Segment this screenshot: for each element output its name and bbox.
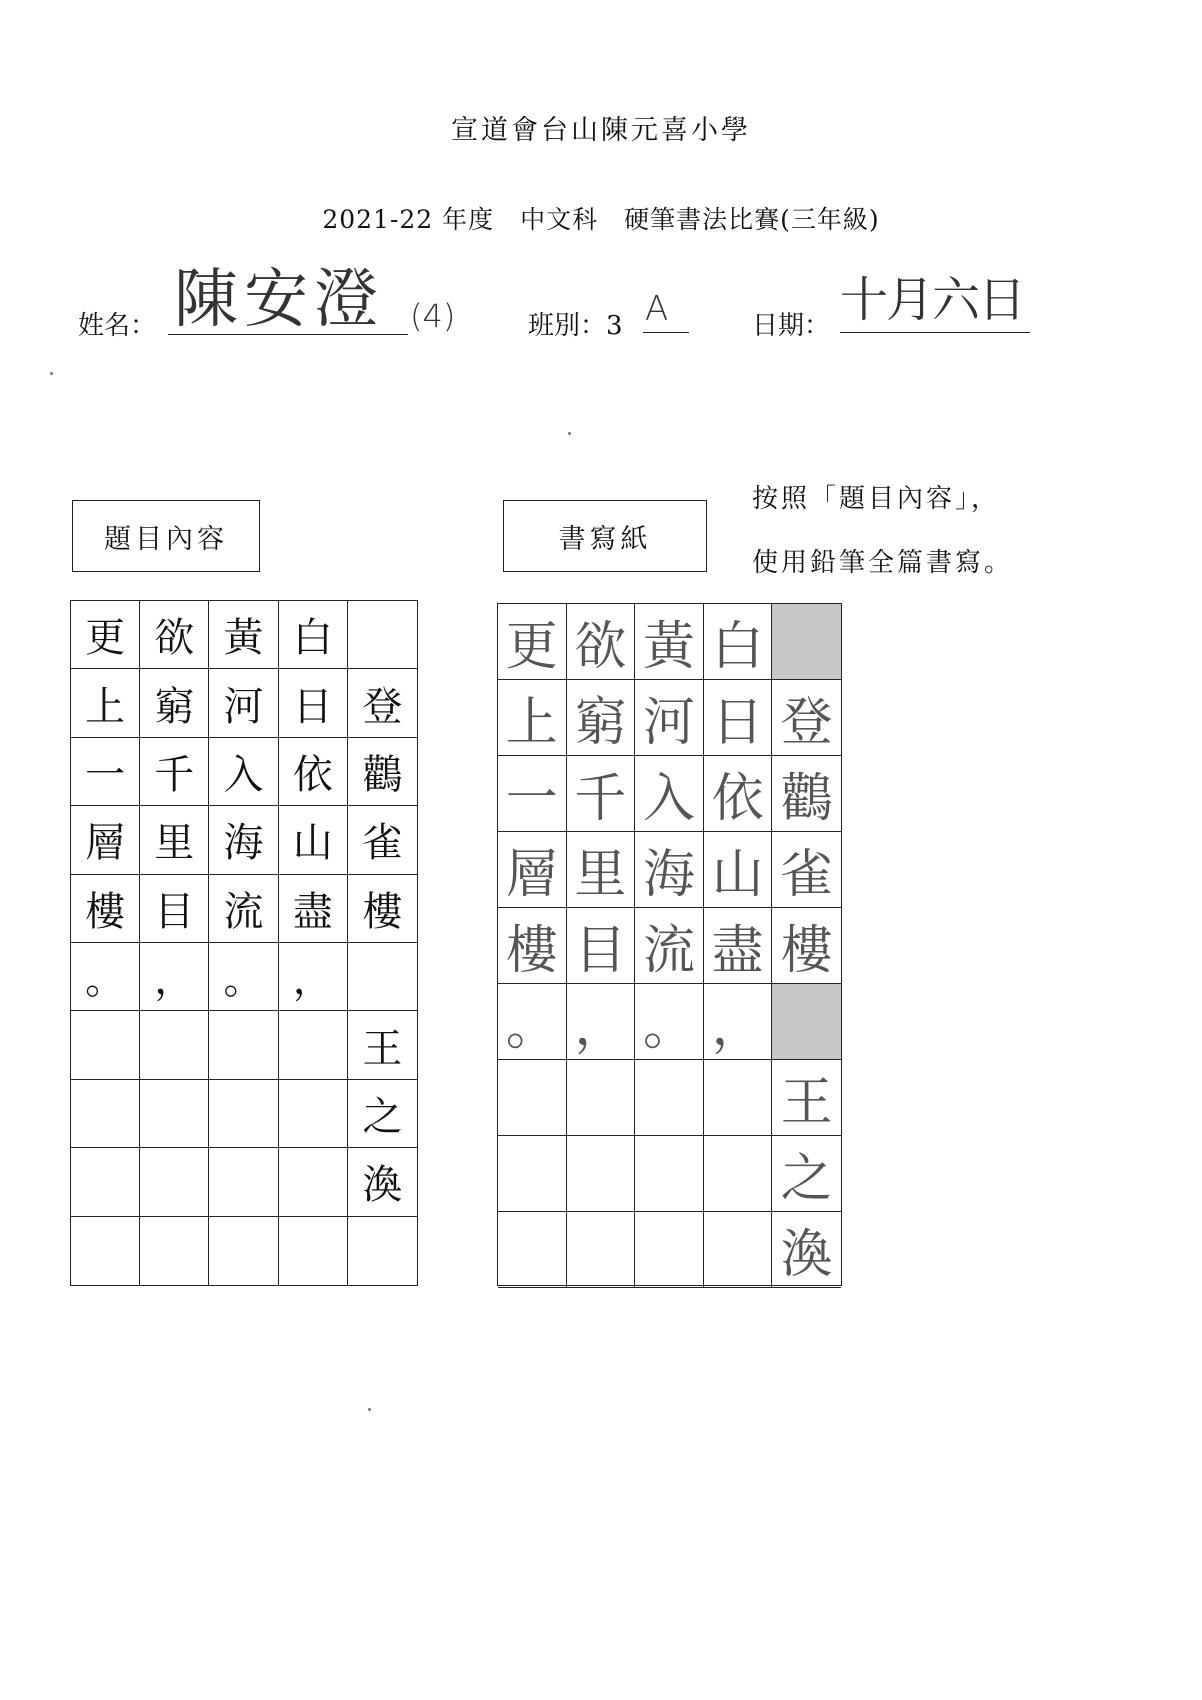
writing-grid-cell[interactable]: 里 — [567, 832, 636, 908]
writing-grid-cell[interactable]: 。 — [498, 984, 567, 1060]
writing-grid-cell[interactable]: 目 — [567, 908, 636, 984]
writing-grid — [497, 603, 842, 1286]
reference-grid-cell: 。 — [71, 943, 140, 1011]
reference-grid-cell: 欲 — [140, 601, 209, 669]
class-label: 班別：3 — [528, 311, 623, 341]
writing-grid-cell[interactable]: 依 — [704, 756, 773, 832]
writing-grid-cell[interactable] — [704, 1060, 773, 1136]
reference-grid-cell: 。 — [209, 943, 278, 1011]
writing-grid-cell[interactable] — [498, 1212, 567, 1288]
reference-grid-cell — [71, 1011, 140, 1079]
reference-grid-cell — [209, 1148, 278, 1216]
writing-grid-cell[interactable] — [567, 1060, 636, 1136]
reference-grid-cell: 依 — [279, 738, 348, 806]
competition-title: 2021-22 年度 中文科 硬筆書法比賽(三年級) — [322, 205, 880, 234]
reference-grid-cell — [140, 1148, 209, 1216]
reference-grid-cell: 雀 — [348, 806, 417, 874]
reference-grid-cell — [71, 1217, 140, 1285]
reference-label: 題目內容 — [72, 500, 260, 572]
reference-grid-cell: 一 — [71, 738, 140, 806]
writing-grid-cell[interactable]: ， — [567, 984, 636, 1060]
writing-grid-cell[interactable]: 層 — [498, 832, 567, 908]
reference-grid-cell — [279, 1011, 348, 1079]
writing-grid-cell[interactable]: 登 — [772, 680, 841, 756]
name-label: 姓名： — [78, 311, 157, 341]
writing-grid-cell[interactable] — [772, 604, 841, 680]
reference-grid-cell — [279, 1148, 348, 1216]
reference-grid-cell — [71, 1080, 140, 1148]
instruction-line-1: 按照「題目內容」， — [752, 484, 1001, 514]
reference-grid-cell: 王 — [348, 1011, 417, 1079]
writing-grid-cell[interactable]: 渙 — [772, 1212, 841, 1288]
writing-grid-cell[interactable]: 白 — [704, 604, 773, 680]
reference-grid-cell: 之 — [348, 1080, 417, 1148]
instruction-line-2: 使用鉛筆全篇書寫。 — [752, 548, 1014, 578]
reference-grid-cell: 河 — [209, 669, 278, 737]
name-field[interactable] — [168, 263, 408, 337]
class-value: A — [645, 289, 669, 329]
reference-grid-cell: 盡 — [279, 875, 348, 943]
writing-grid-cell[interactable]: 更 — [498, 604, 567, 680]
reference-grid-cell: 海 — [209, 806, 278, 874]
writing-grid-cell[interactable]: 日 — [704, 680, 773, 756]
writing-grid-cell[interactable]: 山 — [704, 832, 773, 908]
writing-grid-cell[interactable]: 上 — [498, 680, 567, 756]
school-name: 宣道會台山陳元喜小學 — [451, 115, 751, 146]
reference-grid-cell: 登 — [348, 669, 417, 737]
reference-grid-cell — [209, 1011, 278, 1079]
writing-grid-cell[interactable] — [567, 1212, 636, 1288]
name-value: 陳安澄 — [174, 263, 384, 337]
reference-grid-cell: 白 — [279, 601, 348, 669]
reference-grid-cell: 樓 — [71, 875, 140, 943]
reference-grid-cell: ， — [140, 943, 209, 1011]
writing-grid-cell[interactable]: 之 — [772, 1136, 841, 1212]
reference-grid-cell: 窮 — [140, 669, 209, 737]
reference-grid-cell: 目 — [140, 875, 209, 943]
writing-grid-cell[interactable]: 黃 — [635, 604, 704, 680]
reference-grid-cell — [140, 1080, 209, 1148]
writing-grid-cell[interactable]: 盡 — [704, 908, 773, 984]
writing-grid-cell[interactable] — [498, 1136, 567, 1212]
reference-grid-cell — [348, 601, 417, 669]
reference-grid-cell: 入 — [209, 738, 278, 806]
reference-grid-cell: 黃 — [209, 601, 278, 669]
date-field[interactable] — [840, 268, 1030, 333]
date-value: 十月六日 — [840, 272, 1025, 328]
writing-grid-cell[interactable]: 鸛 — [772, 756, 841, 832]
reference-grid-cell: 上 — [71, 669, 140, 737]
writing-grid-cell[interactable]: 一 — [498, 756, 567, 832]
class-number: (4) — [410, 297, 456, 335]
reference-grid-cell — [348, 1217, 417, 1285]
writing-grid-cell[interactable]: 流 — [635, 908, 704, 984]
reference-grid-cell: 渙 — [348, 1148, 417, 1216]
reference-grid-cell — [279, 1080, 348, 1148]
writing-grid-cell[interactable] — [498, 1060, 567, 1136]
writing-grid-cell[interactable] — [704, 1212, 773, 1288]
reference-grid-cell: ， — [279, 943, 348, 1011]
reference-grid-cell: 更 — [71, 601, 140, 669]
writing-grid-cell[interactable] — [772, 984, 841, 1060]
reference-grid-cell — [209, 1217, 278, 1285]
writing-grid-cell[interactable]: 欲 — [567, 604, 636, 680]
reference-grid-cell: 層 — [71, 806, 140, 874]
writing-grid-cell[interactable]: 海 — [635, 832, 704, 908]
reference-grid-cell — [279, 1217, 348, 1285]
writing-grid-cell[interactable]: 千 — [567, 756, 636, 832]
writing-grid-cell[interactable]: 。 — [635, 984, 704, 1060]
reference-grid-cell: 山 — [279, 806, 348, 874]
scan-speck — [568, 432, 571, 435]
writing-grid-cell[interactable]: 入 — [635, 756, 704, 832]
reference-grid-cell: 流 — [209, 875, 278, 943]
writing-grid-cell[interactable] — [567, 1136, 636, 1212]
reference-grid-cell: 鸛 — [348, 738, 417, 806]
reference-grid-cell — [140, 1011, 209, 1079]
scan-speck — [368, 1408, 371, 1411]
reference-grid-cell: 里 — [140, 806, 209, 874]
writing-grid-cell[interactable]: 河 — [635, 680, 704, 756]
reference-grid-cell: 樓 — [348, 875, 417, 943]
writing-grid-cell[interactable]: 王 — [772, 1060, 841, 1136]
reference-grid-cell — [348, 943, 417, 1011]
writing-grid-cell[interactable]: 樓 — [498, 908, 567, 984]
writing-grid-cell[interactable] — [635, 1060, 704, 1136]
writing-grid-cell[interactable] — [635, 1212, 704, 1288]
writing-grid-cell[interactable]: 樓 — [772, 908, 841, 984]
scan-speck — [50, 372, 53, 375]
writing-paper-label: 書寫紙 — [503, 500, 707, 572]
reference-grid-cell: 千 — [140, 738, 209, 806]
reference-grid — [70, 600, 418, 1286]
reference-grid-cell: 日 — [279, 669, 348, 737]
writing-grid-cell[interactable]: 雀 — [772, 832, 841, 908]
reference-grid-cell — [140, 1217, 209, 1285]
date-label: 日期： — [752, 311, 831, 341]
reference-grid-cell — [71, 1148, 140, 1216]
reference-grid-cell — [209, 1080, 278, 1148]
writing-grid-cell[interactable] — [635, 1136, 704, 1212]
class-field[interactable] — [643, 289, 689, 333]
writing-grid-cell[interactable]: ， — [704, 984, 773, 1060]
writing-grid-cell[interactable] — [704, 1136, 773, 1212]
writing-grid-cell[interactable]: 窮 — [567, 680, 636, 756]
